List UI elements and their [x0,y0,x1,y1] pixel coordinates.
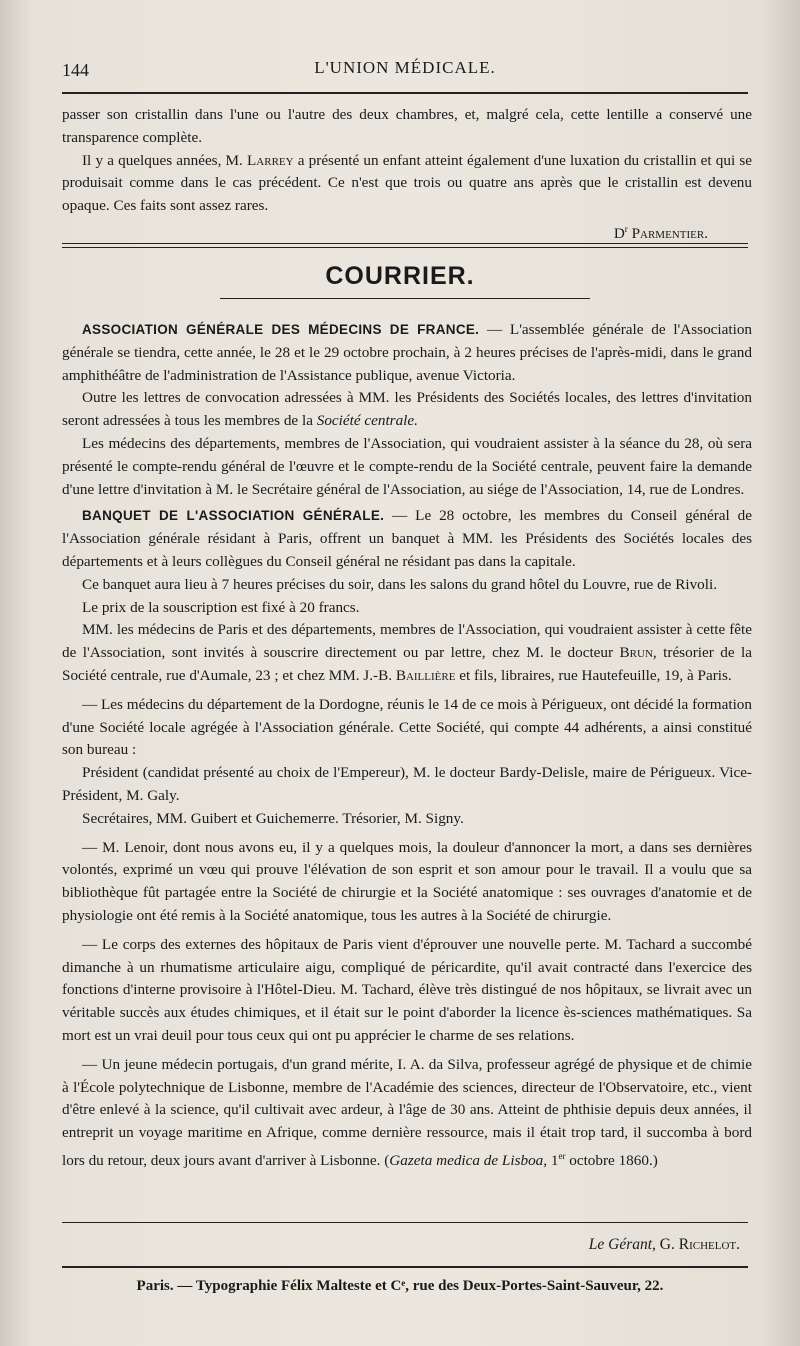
heading-rule [220,298,590,299]
header-rule [62,92,748,94]
signature: $D^r$ Parmentier. [613,223,708,243]
section-rule [62,247,748,248]
paragraph: MM. les médecins de Paris et des départements, membres de l'Association, qui voudraient assister à cette fête de l'Association, sont invités à souscrire directement ou par lettre, chez M. le docteur Brun, trésorier de la Société centrale, rue d'Aumale, 23 ; et chez MM. J.-B. Baillière et fils, libraires, rue Hautefeuille, 19, à Paris. [62,621,752,684]
top-section [62,104,752,246]
paragraph: Président (candidat présenté au choix de l'Empereur), M. le docteur Bardy-Delisle, maire de Périgueux. Vice-Président, M. Galy. [62,764,752,804]
footer-rule [62,1222,748,1223]
page-header [62,58,748,86]
paragraph: — M. Lenoir, dont nous avons eu, il y a quelques mois, la douleur d'annoncer la mort, a dans ses dernières volontés, exprimé un vœu qui prouve l'élévation de son esprit et son amour pour le travail. Il a voulu que sa bibliothèque fût partagée entre la Société de chirurgie et la Société anatomique : ses ouvrages d'anatomie et de physiologie ont été remis à la Société anatomique, tous les autres à la Société de chirurgie. [62,838,752,924]
running-title: L'UNION MÉDICALE. [314,58,496,77]
paragraph: BANQUET DE L'ASSOCIATION GÉNÉRALE. — Le 28 octobre, les membres du Conseil général de l'Association générale résidant à Paris, offrent un banquet à MM. les Présidents des Sociétés locales des départements et à leurs collègues du Conseil général ne résidant pas dans la capitale. [62,507,752,570]
paragraph: Les médecins des départements, membres de l'Association, qui voudraient assister à la séance du 28, où sera présenté le compte-rendu général de l'œuvre et le compte-rendu de la Société centrale, peuvent faire la demande d'une lettre d'invitation à M. le Secrétaire général de l'Association, au siége de l'Association, 14, rue de Londres. [62,434,752,498]
imprint-rule [62,1266,748,1268]
paragraph: Secrétaires, MM. Guibert et Guichemerre. Trésorier, M. Signy. [82,809,464,827]
paragraph: Ce banquet aura lieu à 7 heures précises du soir, dans les salons du grand hôtel du Louvre, rue de Rivoli. [82,575,717,593]
paragraph: Le prix de la souscription est fixé à 20 francs. [82,598,360,616]
paragraph: — Le corps des externes des hôpitaux de Paris vient d'éprouver une nouvelle perte. M. Tachard a succombé dimanche à un rhumatisme articulaire aigu, compliqué de péricardite, qu'il avait contracté dans l'exercice des fonctions d'interne provisoire à l'Hôtel-Dieu. M. Tachard, élève très distingué de nos hôpitaux, se livrait avec un véritable succès aux études chimiques, et il était sur le point d'aborder la licence ès-sciences mathématiques. Sa mort est un vrai deuil pour tous ceux qui ont pu apprécier le charme de ses relations. [62,935,752,1044]
paragraph: Outre les lettres de convocation adressées à MM. les Présidents des Sociétés locales, des lettres d'invitation seront adressées à tous les membres de la Société centrale. [62,389,752,430]
paragraph: passer son cristallin dans l'une ou l'autre des deux chambres, et, malgré cela, cette lentille a conservé une transparence complète. [62,106,752,146]
section-heading: COURRIER. [325,262,475,290]
courrier-body [62,319,752,1173]
section-rule [62,243,748,244]
printer-imprint: Paris. — Typographie Félix Malteste et Cᵉ, rue des Deux-Portes-Saint-Sauveur, 22. [136,1278,664,1294]
paragraph: Il y a quelques années, M. Larrey a présenté un enfant atteint également d'une luxation du cristallin et qui se produisait comme dans le cas précédent. Ce n'est que trois ou quatre ans après que le cristallin est devenu opaque. Ces faits sont assez rares. [62,151,752,215]
paragraph: — Un jeune médecin portugais, d'un grand mérite, I. A. da Silva, professeur agrégé de physique et de chimie à l'École polytechnique de Lisbonne, membre de l'Académie des sciences, directeur de l'Observatoire, etc., vient d'être enlevé à la science, qu'il cultivait avec ardeur, à l'âge de 30 ans. Atteint de phthisie depuis deux années, il entreprit un voyage maritime en Afrique, comme dernière ressource, mais il était trop tard, il succomba à bord lors du retour, deux jours avant d'arriver à Lisbonne. (Gazeta medica de Lisboa, 1er octobre 1860.) [62,1055,752,1169]
paragraph: ASSOCIATION GÉNÉRALE DES MÉDECINS DE FRANCE. — L'assemblée générale de l'Association générale se tiendra, cette année, le 28 et le 29 octobre prochain, à 2 heures précises de l'après-midi, dans le grand amphithéâtre de l'administration de l'Assistance publique, avenue Victoria. [62,321,753,384]
page-number: 144 [62,60,89,80]
gerant-signature: Le Gérant, G. Richelot. [588,1236,740,1253]
paragraph: — Les médecins du département de la Dordogne, réunis le 14 de ce mois à Périgueux, ont décidé la formation d'une Société locale agrégée à l'Association générale. Cette Société, qui compte 44 adhérents, a ainsi constitué son bureau : [62,695,752,759]
